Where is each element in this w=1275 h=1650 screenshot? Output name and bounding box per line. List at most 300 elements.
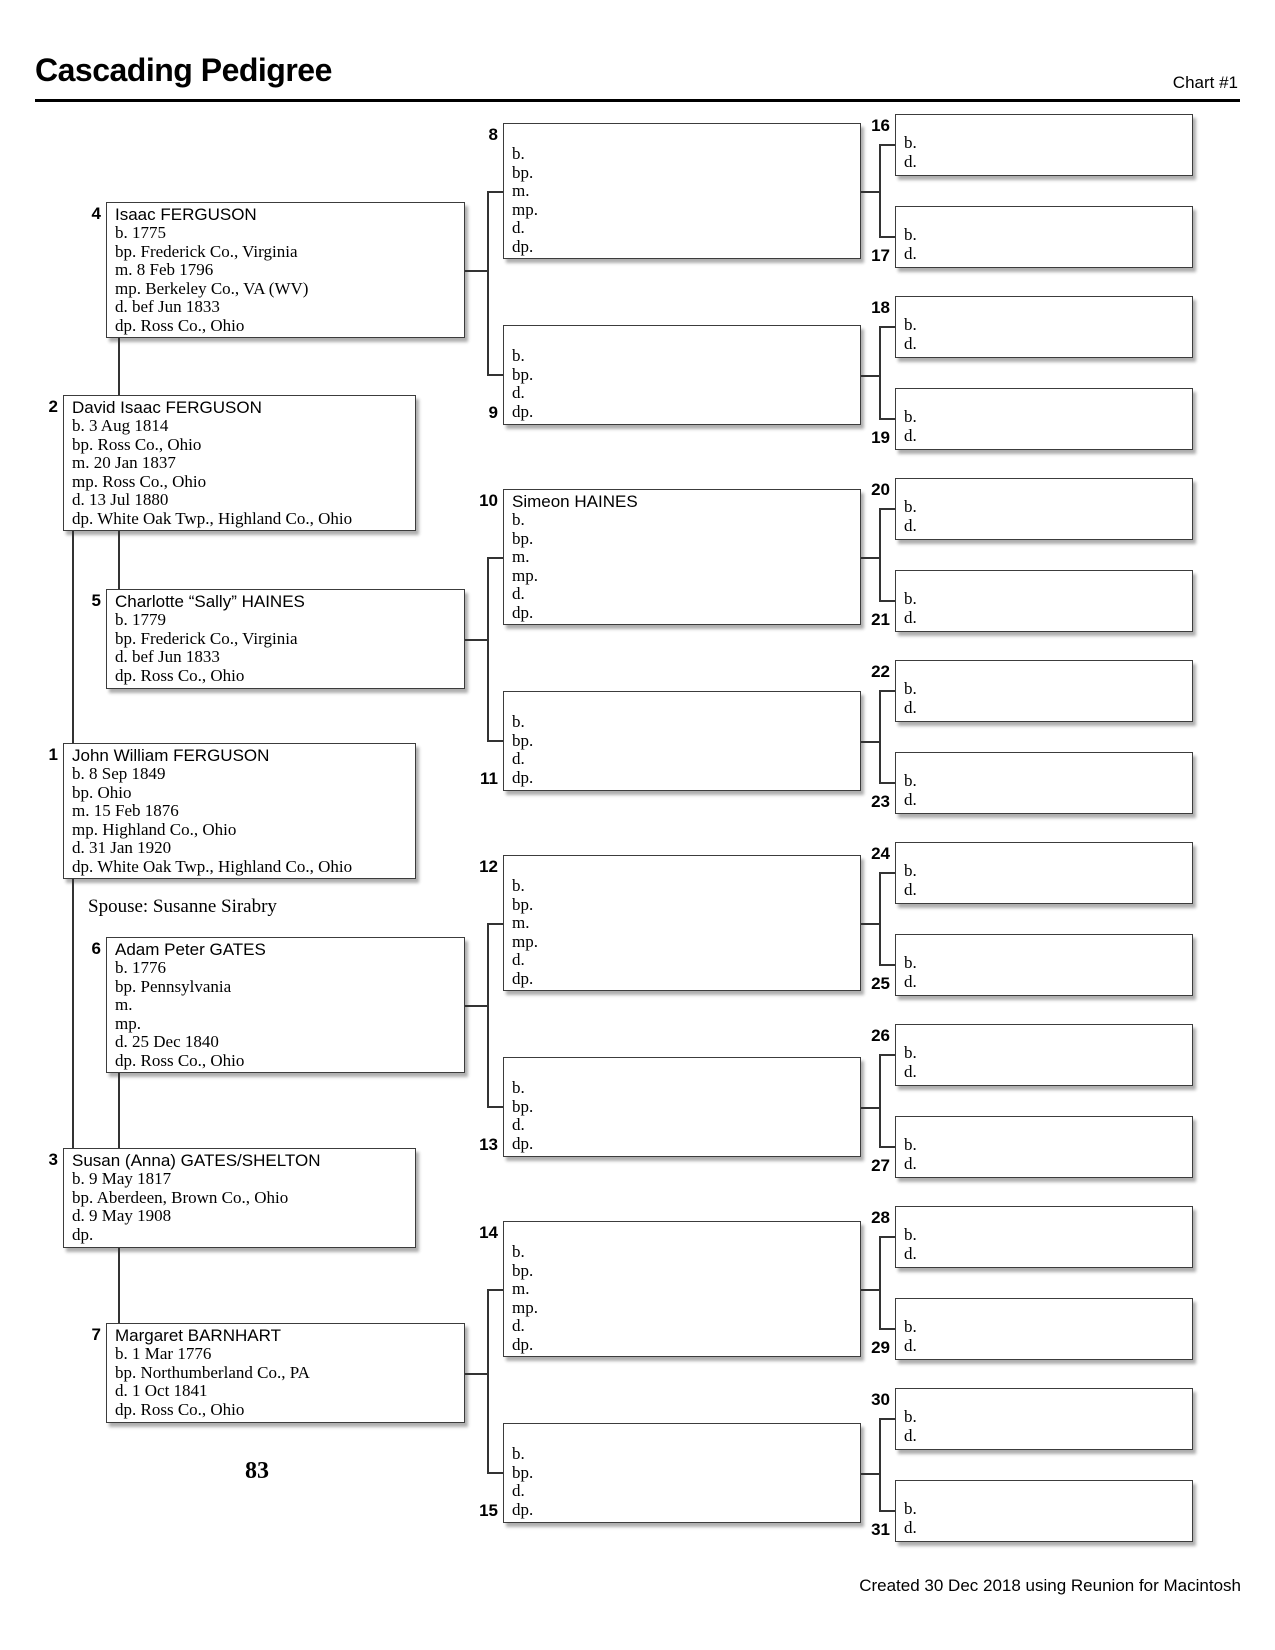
field-value: Ross Co., Ohio	[140, 316, 245, 335]
birth-death-fields	[904, 1119, 1186, 1175]
person-box-10	[503, 489, 861, 625]
field-label: d.	[72, 839, 85, 857]
page-title: Cascading Pedigree	[35, 52, 332, 88]
footer-created-text: Created 30 Dec 2018 using Reunion for Macintosh	[859, 1576, 1241, 1595]
field-label: d.	[72, 1207, 85, 1225]
field-label: bp.	[72, 435, 94, 454]
field-value: 3 Aug 1814	[89, 417, 169, 435]
person-line	[904, 973, 1186, 992]
person-line	[512, 1336, 854, 1355]
person-line	[512, 732, 854, 751]
person-number-12: 12	[479, 857, 498, 876]
field-value: Frederick Co., Virginia	[140, 629, 298, 648]
person-line	[72, 1226, 409, 1245]
birth-death-fields	[904, 391, 1186, 447]
person-line	[512, 384, 854, 403]
person-number-7: 7	[91, 1325, 101, 1344]
person-number-1: 1	[48, 745, 58, 764]
person-line	[72, 765, 409, 784]
person-line	[904, 1337, 1186, 1356]
person-line	[72, 784, 409, 803]
person-number-19: 19	[871, 428, 890, 447]
field-label: d.	[512, 1116, 525, 1134]
person-number-2: 2	[48, 397, 58, 416]
field-label: dp.	[115, 1051, 137, 1070]
connector-line	[861, 1107, 879, 1109]
field-value: 15 Feb 1876	[93, 802, 179, 820]
connector-line	[72, 531, 74, 743]
person-name	[512, 1224, 854, 1243]
field-value: 8 Feb 1796	[136, 261, 214, 279]
person-box-27	[895, 1116, 1193, 1178]
connector-line	[72, 879, 74, 1148]
person-number-20: 20	[871, 480, 890, 499]
field-label: dp.	[72, 857, 94, 876]
person-line	[72, 1170, 409, 1189]
person-line	[115, 317, 458, 336]
field-label: dp.	[512, 402, 534, 421]
person-line	[904, 498, 1186, 517]
connector-line	[879, 690, 881, 782]
field-label: dp.	[115, 666, 137, 685]
person-line	[115, 978, 458, 997]
field-value: 1775	[132, 224, 166, 242]
field-value: Ohio	[97, 783, 132, 802]
person-line	[512, 403, 854, 422]
person-line	[904, 590, 1186, 609]
person-number-22: 22	[871, 662, 890, 681]
field-label: b.	[512, 511, 525, 529]
field-label: bp.	[72, 783, 94, 802]
field-label: b.	[904, 408, 917, 426]
person-box-26	[895, 1024, 1193, 1086]
field-label: b.	[904, 226, 917, 244]
connector-line	[879, 1146, 895, 1148]
person-line	[72, 491, 409, 510]
field-label: d.	[904, 698, 917, 717]
person-number-10: 10	[479, 491, 498, 510]
person-line	[904, 153, 1186, 172]
person-line	[115, 1382, 458, 1401]
field-label: b.	[512, 877, 525, 895]
person-line	[115, 261, 458, 280]
person-line	[904, 791, 1186, 810]
connector-line	[861, 741, 879, 743]
connector-line	[487, 923, 489, 1106]
field-label: dp.	[512, 603, 534, 622]
person-line	[72, 473, 409, 492]
person-line	[904, 881, 1186, 900]
field-label: d.	[115, 1033, 128, 1051]
field-label: bp.	[512, 731, 534, 750]
field-label: dp.	[512, 1500, 534, 1519]
connector-line	[465, 1005, 487, 1007]
person-line	[115, 996, 458, 1015]
person-line	[904, 1318, 1186, 1337]
field-value: White Oak Twp., Highland Co., Ohio	[97, 509, 353, 528]
field-label: b.	[904, 590, 917, 608]
person-number-11: 11	[480, 769, 498, 788]
field-label: d.	[115, 648, 128, 666]
field-label: d.	[512, 1317, 525, 1335]
birth-death-fields	[904, 1027, 1186, 1083]
field-label: d.	[72, 491, 85, 509]
person-line	[72, 839, 409, 858]
field-value: 13 Jul 1880	[89, 491, 169, 509]
person-box-6	[106, 937, 465, 1073]
person-line	[115, 648, 458, 667]
person-line	[904, 226, 1186, 245]
field-label: m.	[512, 1280, 530, 1298]
field-label: mp.	[512, 1298, 538, 1317]
person-line	[72, 802, 409, 821]
field-label: d.	[904, 152, 917, 171]
field-value: Ross Co., Ohio	[140, 666, 245, 685]
birth-death-fields	[904, 209, 1186, 265]
connector-line	[861, 1289, 879, 1291]
person-number-21: 21	[871, 610, 890, 629]
field-label: dp.	[115, 1400, 137, 1419]
person-line	[512, 1445, 854, 1464]
person-number-26: 26	[871, 1026, 890, 1045]
connector-line	[879, 690, 895, 692]
birth-death-fields	[904, 573, 1186, 629]
field-label: mp.	[512, 200, 538, 219]
connector-line	[487, 191, 503, 193]
field-label: b.	[115, 611, 128, 629]
person-number-27: 27	[871, 1156, 890, 1175]
spouse-line: Spouse: Susanne Sirabry	[88, 896, 277, 917]
person-number-18: 18	[871, 298, 890, 317]
person-line	[512, 604, 854, 623]
field-value: Ross Co., Ohio	[102, 472, 207, 491]
person-line	[512, 1079, 854, 1098]
person-line	[904, 134, 1186, 153]
person-name	[512, 1426, 854, 1445]
person-line	[72, 821, 409, 840]
person-line	[512, 182, 854, 201]
person-line	[904, 772, 1186, 791]
field-label: bp.	[512, 895, 534, 914]
person-line	[115, 1345, 458, 1364]
person-line	[904, 245, 1186, 264]
birth-death-fields	[904, 299, 1186, 355]
field-label: d.	[904, 790, 917, 809]
person-line	[512, 750, 854, 769]
person-line	[512, 347, 854, 366]
birth-death-fields	[904, 755, 1186, 811]
person-line	[115, 959, 458, 978]
person-box-9	[503, 325, 861, 425]
field-label: b.	[904, 680, 917, 698]
field-label: dp.	[512, 1335, 534, 1354]
person-number-30: 30	[871, 1390, 890, 1409]
field-label: b.	[904, 1044, 917, 1062]
field-label: d.	[904, 334, 917, 353]
field-label: mp.	[115, 279, 141, 298]
person-name: Margaret BARNHART	[115, 1326, 281, 1345]
field-label: d.	[904, 1154, 917, 1173]
birth-death-fields	[904, 663, 1186, 719]
person-box-4	[106, 202, 465, 338]
person-line	[115, 667, 458, 686]
field-label: dp.	[512, 768, 534, 787]
person-name: Susan (Anna) GATES/SHELTON	[72, 1151, 321, 1170]
field-label: dp.	[72, 509, 94, 528]
connector-line	[879, 326, 895, 328]
field-label: d.	[904, 972, 917, 991]
person-line	[512, 164, 854, 183]
person-line	[904, 1226, 1186, 1245]
field-value: Ross Co., Ohio	[140, 1400, 245, 1419]
person-line	[512, 1098, 854, 1117]
title-rule	[35, 99, 1240, 102]
field-value: 25 Dec 1840	[132, 1033, 219, 1051]
person-line	[512, 1501, 854, 1520]
person-line	[72, 1207, 409, 1226]
field-label: b.	[115, 224, 128, 242]
field-label: d.	[512, 219, 525, 237]
person-number-13: 13	[479, 1135, 498, 1154]
person-number-17: 17	[871, 246, 890, 265]
person-line	[904, 1136, 1186, 1155]
person-box-3	[63, 1148, 416, 1248]
connector-line	[879, 872, 881, 964]
person-line	[115, 1033, 458, 1052]
person-box-15	[503, 1423, 861, 1523]
field-value: 31 Jan 1920	[89, 839, 172, 857]
field-label: mp.	[115, 1014, 141, 1033]
person-box-22	[895, 660, 1193, 722]
person-line	[904, 1044, 1186, 1063]
field-value: Ross Co., Ohio	[97, 435, 202, 454]
connector-line	[487, 923, 503, 925]
person-box-13	[503, 1057, 861, 1157]
person-number-6: 6	[91, 939, 101, 958]
field-label: d.	[904, 880, 917, 899]
connector-line	[487, 1289, 503, 1291]
person-box-19	[895, 388, 1193, 450]
person-line	[512, 219, 854, 238]
field-label: b.	[72, 1170, 85, 1188]
person-name: Isaac FERGUSON	[115, 205, 257, 224]
person-box-5	[106, 589, 465, 689]
person-line	[72, 858, 409, 877]
field-value: 1779	[132, 611, 166, 629]
field-label: d.	[904, 426, 917, 445]
field-label: mp.	[512, 932, 538, 951]
person-line	[512, 585, 854, 604]
field-value: White Oak Twp., Highland Co., Ohio	[97, 857, 353, 876]
person-number-24: 24	[871, 844, 890, 863]
person-line	[904, 1427, 1186, 1446]
field-label: b.	[72, 417, 85, 435]
field-label: d.	[904, 608, 917, 627]
field-label: m.	[115, 261, 133, 279]
person-line	[904, 680, 1186, 699]
person-box-31	[895, 1480, 1193, 1542]
person-line	[904, 408, 1186, 427]
connector-line	[879, 1328, 895, 1330]
connector-line	[879, 1054, 881, 1146]
connector-line	[879, 1236, 895, 1238]
field-label: m.	[512, 182, 530, 200]
field-label: b.	[512, 1243, 525, 1261]
person-number-8: 8	[488, 125, 498, 144]
person-number-31: 31	[871, 1520, 890, 1539]
person-line	[904, 1519, 1186, 1538]
field-label: d.	[512, 1482, 525, 1500]
connector-line	[879, 508, 881, 600]
field-label: d.	[115, 298, 128, 316]
person-line	[512, 769, 854, 788]
field-value: 9 May 1817	[89, 1170, 172, 1188]
person-number-3: 3	[48, 1150, 58, 1169]
connector-line	[118, 1248, 120, 1323]
birth-death-fields	[904, 1483, 1186, 1539]
person-line	[512, 1262, 854, 1281]
field-label: mp.	[512, 566, 538, 585]
field-label: b.	[512, 1445, 525, 1463]
field-label: mp.	[72, 472, 98, 491]
person-line	[512, 1243, 854, 1262]
field-label: b.	[904, 498, 917, 516]
field-label: m.	[115, 996, 133, 1014]
connector-line	[487, 1289, 489, 1472]
person-line	[115, 630, 458, 649]
person-line	[512, 933, 854, 952]
connector-line	[879, 600, 895, 602]
field-label: m.	[72, 454, 90, 472]
person-name	[512, 328, 854, 347]
person-number-4: 4	[91, 204, 101, 223]
field-label: b.	[115, 1345, 128, 1363]
person-box-29	[895, 1298, 1193, 1360]
person-line	[72, 417, 409, 436]
person-line	[72, 436, 409, 455]
field-value: 1776	[132, 959, 166, 977]
person-line	[512, 1317, 854, 1336]
person-number-23: 23	[871, 792, 890, 811]
person-line	[115, 224, 458, 243]
field-value: 9 May 1908	[89, 1207, 172, 1225]
person-line	[512, 1464, 854, 1483]
connector-line	[118, 531, 120, 589]
field-label: d.	[512, 951, 525, 969]
person-line	[904, 609, 1186, 628]
person-line	[115, 243, 458, 262]
field-label: d.	[512, 750, 525, 768]
person-box-16	[895, 114, 1193, 176]
person-box-2	[63, 395, 416, 531]
field-label: b.	[904, 1226, 917, 1244]
connector-line	[487, 740, 503, 742]
field-label: bp.	[115, 629, 137, 648]
person-name: Simeon HAINES	[512, 492, 638, 511]
person-line	[904, 427, 1186, 446]
field-label: mp.	[72, 820, 98, 839]
person-number-5: 5	[91, 591, 101, 610]
field-label: d.	[115, 1382, 128, 1400]
field-label: dp.	[512, 1134, 534, 1153]
connector-line	[465, 639, 487, 641]
person-name	[512, 126, 854, 145]
person-line	[904, 316, 1186, 335]
field-label: b.	[904, 954, 917, 972]
person-line	[512, 1482, 854, 1501]
person-box-25	[895, 934, 1193, 996]
person-line	[512, 1135, 854, 1154]
connector-line	[118, 338, 120, 395]
field-label: d.	[904, 244, 917, 263]
person-name: Adam Peter GATES	[115, 940, 266, 959]
connector-line	[879, 1510, 895, 1512]
person-line	[115, 1401, 458, 1420]
field-label: d.	[512, 384, 525, 402]
person-line	[72, 454, 409, 473]
person-box-23	[895, 752, 1193, 814]
birth-death-fields	[904, 1301, 1186, 1357]
person-line	[904, 699, 1186, 718]
person-box-18	[895, 296, 1193, 358]
connector-line	[487, 1106, 503, 1108]
field-label: bp.	[512, 1097, 534, 1116]
person-box-21	[895, 570, 1193, 632]
person-line	[512, 1299, 854, 1318]
field-label: b.	[512, 145, 525, 163]
person-line	[512, 896, 854, 915]
field-label: b.	[72, 765, 85, 783]
person-line	[512, 238, 854, 257]
person-line	[115, 1052, 458, 1071]
field-value: Aberdeen, Brown Co., Ohio	[96, 1188, 289, 1207]
field-label: bp.	[72, 1188, 94, 1207]
person-line	[115, 611, 458, 630]
connector-line	[118, 1073, 120, 1148]
field-value: 1 Mar 1776	[132, 1345, 212, 1363]
person-line	[115, 1015, 458, 1034]
chart-number-label: Chart #1	[1172, 73, 1238, 92]
person-line	[904, 862, 1186, 881]
connector-line	[879, 508, 895, 510]
person-line	[904, 517, 1186, 536]
field-label: b.	[512, 1079, 525, 1097]
person-box-30	[895, 1388, 1193, 1450]
person-number-25: 25	[871, 974, 890, 993]
person-line	[512, 145, 854, 164]
person-box-12	[503, 855, 861, 991]
field-value: Northumberland Co., PA	[140, 1363, 310, 1382]
connector-line	[487, 557, 503, 559]
birth-death-fields	[904, 1391, 1186, 1447]
field-label: d.	[904, 1336, 917, 1355]
field-label: b.	[904, 1500, 917, 1518]
person-box-24	[895, 842, 1193, 904]
person-name	[512, 1060, 854, 1079]
field-label: bp.	[115, 242, 137, 261]
person-number-16: 16	[871, 116, 890, 135]
connector-line	[861, 191, 879, 193]
person-box-7	[106, 1323, 465, 1423]
connector-line	[861, 1473, 879, 1475]
connector-line	[879, 144, 895, 146]
field-label: bp.	[115, 1363, 137, 1382]
person-box-14	[503, 1221, 861, 1357]
person-line	[512, 511, 854, 530]
birth-death-fields	[904, 117, 1186, 173]
field-label: d.	[904, 516, 917, 535]
person-line	[512, 970, 854, 989]
